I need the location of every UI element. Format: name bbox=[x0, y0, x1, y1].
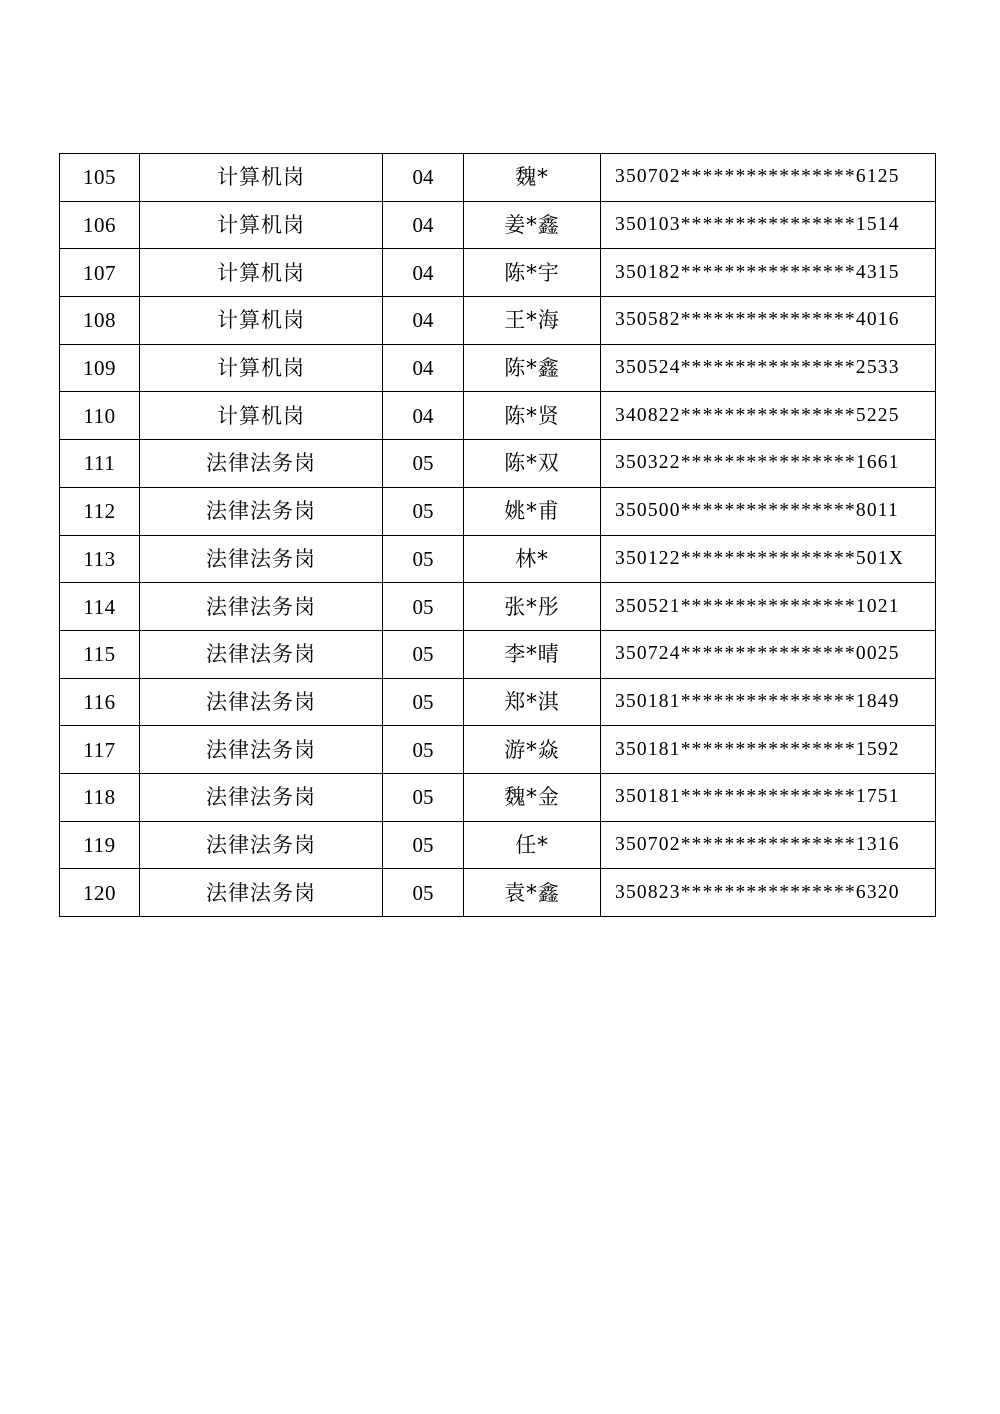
position-code-cell: 04 bbox=[383, 297, 464, 345]
id-number-cell: 350500****************8011 bbox=[601, 487, 936, 535]
position-cell: 法律法务岗 bbox=[140, 487, 383, 535]
row-number-cell: 105 bbox=[60, 154, 140, 202]
table-row bbox=[60, 249, 936, 297]
candidate-name-cell: 王*海 bbox=[464, 297, 601, 345]
position-cell: 法律法务岗 bbox=[140, 869, 383, 917]
position-code-cell: 05 bbox=[383, 678, 464, 726]
candidate-name-cell: 李*晴 bbox=[464, 630, 601, 678]
candidate-name-cell: 郑*淇 bbox=[464, 678, 601, 726]
position-code-cell: 05 bbox=[383, 487, 464, 535]
candidate-name-cell: 魏*金 bbox=[464, 773, 601, 821]
candidate-name-cell: 游*焱 bbox=[464, 726, 601, 774]
position-code-cell: 05 bbox=[383, 535, 464, 583]
id-number-cell: 350103****************1514 bbox=[601, 201, 936, 249]
table-row bbox=[60, 821, 936, 869]
id-number-cell: 350823****************6320 bbox=[601, 869, 936, 917]
row-number-cell: 110 bbox=[60, 392, 140, 440]
position-cell: 法律法务岗 bbox=[140, 821, 383, 869]
position-code-cell: 05 bbox=[383, 821, 464, 869]
position-code-cell: 05 bbox=[383, 773, 464, 821]
candidate-name-cell: 姚*甫 bbox=[464, 487, 601, 535]
position-cell: 计算机岗 bbox=[140, 249, 383, 297]
roster-table bbox=[59, 153, 936, 917]
position-cell: 法律法务岗 bbox=[140, 440, 383, 488]
position-code-cell: 05 bbox=[383, 630, 464, 678]
position-cell: 计算机岗 bbox=[140, 392, 383, 440]
position-cell: 法律法务岗 bbox=[140, 678, 383, 726]
table-row bbox=[60, 869, 936, 917]
table-row bbox=[60, 440, 936, 488]
position-cell: 法律法务岗 bbox=[140, 773, 383, 821]
row-number-cell: 120 bbox=[60, 869, 140, 917]
id-number-cell: 350524****************2533 bbox=[601, 344, 936, 392]
candidate-name-cell: 陈*双 bbox=[464, 440, 601, 488]
id-number-cell: 350122****************501X bbox=[601, 535, 936, 583]
table-row bbox=[60, 154, 936, 202]
row-number-cell: 106 bbox=[60, 201, 140, 249]
position-code-cell: 04 bbox=[383, 249, 464, 297]
position-cell: 计算机岗 bbox=[140, 154, 383, 202]
id-number-cell: 350521****************1021 bbox=[601, 583, 936, 631]
position-code-cell: 05 bbox=[383, 726, 464, 774]
candidate-name-cell: 姜*鑫 bbox=[464, 201, 601, 249]
position-code-cell: 05 bbox=[383, 583, 464, 631]
id-number-cell: 350702****************6125 bbox=[601, 154, 936, 202]
id-number-cell: 350181****************1849 bbox=[601, 678, 936, 726]
row-number-cell: 113 bbox=[60, 535, 140, 583]
position-code-cell: 04 bbox=[383, 201, 464, 249]
candidate-name-cell: 任* bbox=[464, 821, 601, 869]
id-number-cell: 340822****************5225 bbox=[601, 392, 936, 440]
id-number-cell: 350702****************1316 bbox=[601, 821, 936, 869]
position-cell: 法律法务岗 bbox=[140, 630, 383, 678]
position-cell: 法律法务岗 bbox=[140, 535, 383, 583]
candidate-name-cell: 林* bbox=[464, 535, 601, 583]
position-code-cell: 05 bbox=[383, 440, 464, 488]
table-row bbox=[60, 678, 936, 726]
candidate-name-cell: 陈*贤 bbox=[464, 392, 601, 440]
position-code-cell: 04 bbox=[383, 154, 464, 202]
table-row bbox=[60, 297, 936, 345]
position-code-cell: 04 bbox=[383, 392, 464, 440]
table-row bbox=[60, 773, 936, 821]
position-cell: 计算机岗 bbox=[140, 344, 383, 392]
position-cell: 法律法务岗 bbox=[140, 583, 383, 631]
position-cell: 计算机岗 bbox=[140, 201, 383, 249]
candidate-name-cell: 魏* bbox=[464, 154, 601, 202]
row-number-cell: 118 bbox=[60, 773, 140, 821]
position-cell: 计算机岗 bbox=[140, 297, 383, 345]
row-number-cell: 116 bbox=[60, 678, 140, 726]
table-row bbox=[60, 630, 936, 678]
id-number-cell: 350322****************1661 bbox=[601, 440, 936, 488]
candidate-name-cell: 袁*鑫 bbox=[464, 869, 601, 917]
candidate-name-cell: 陈*宇 bbox=[464, 249, 601, 297]
row-number-cell: 115 bbox=[60, 630, 140, 678]
candidate-name-cell: 张*彤 bbox=[464, 583, 601, 631]
row-number-cell: 109 bbox=[60, 344, 140, 392]
row-number-cell: 107 bbox=[60, 249, 140, 297]
table-row bbox=[60, 392, 936, 440]
table-row bbox=[60, 344, 936, 392]
row-number-cell: 117 bbox=[60, 726, 140, 774]
position-cell: 法律法务岗 bbox=[140, 726, 383, 774]
roster-table-body bbox=[60, 154, 936, 917]
id-number-cell: 350582****************4016 bbox=[601, 297, 936, 345]
table-row bbox=[60, 583, 936, 631]
id-number-cell: 350182****************4315 bbox=[601, 249, 936, 297]
table-row bbox=[60, 535, 936, 583]
row-number-cell: 119 bbox=[60, 821, 140, 869]
id-number-cell: 350724****************0025 bbox=[601, 630, 936, 678]
id-number-cell: 350181****************1751 bbox=[601, 773, 936, 821]
table-row bbox=[60, 487, 936, 535]
row-number-cell: 112 bbox=[60, 487, 140, 535]
table-row bbox=[60, 201, 936, 249]
position-code-cell: 05 bbox=[383, 869, 464, 917]
row-number-cell: 108 bbox=[60, 297, 140, 345]
candidate-name-cell: 陈*鑫 bbox=[464, 344, 601, 392]
id-number-cell: 350181****************1592 bbox=[601, 726, 936, 774]
row-number-cell: 114 bbox=[60, 583, 140, 631]
row-number-cell: 111 bbox=[60, 440, 140, 488]
table-row bbox=[60, 726, 936, 774]
position-code-cell: 04 bbox=[383, 344, 464, 392]
